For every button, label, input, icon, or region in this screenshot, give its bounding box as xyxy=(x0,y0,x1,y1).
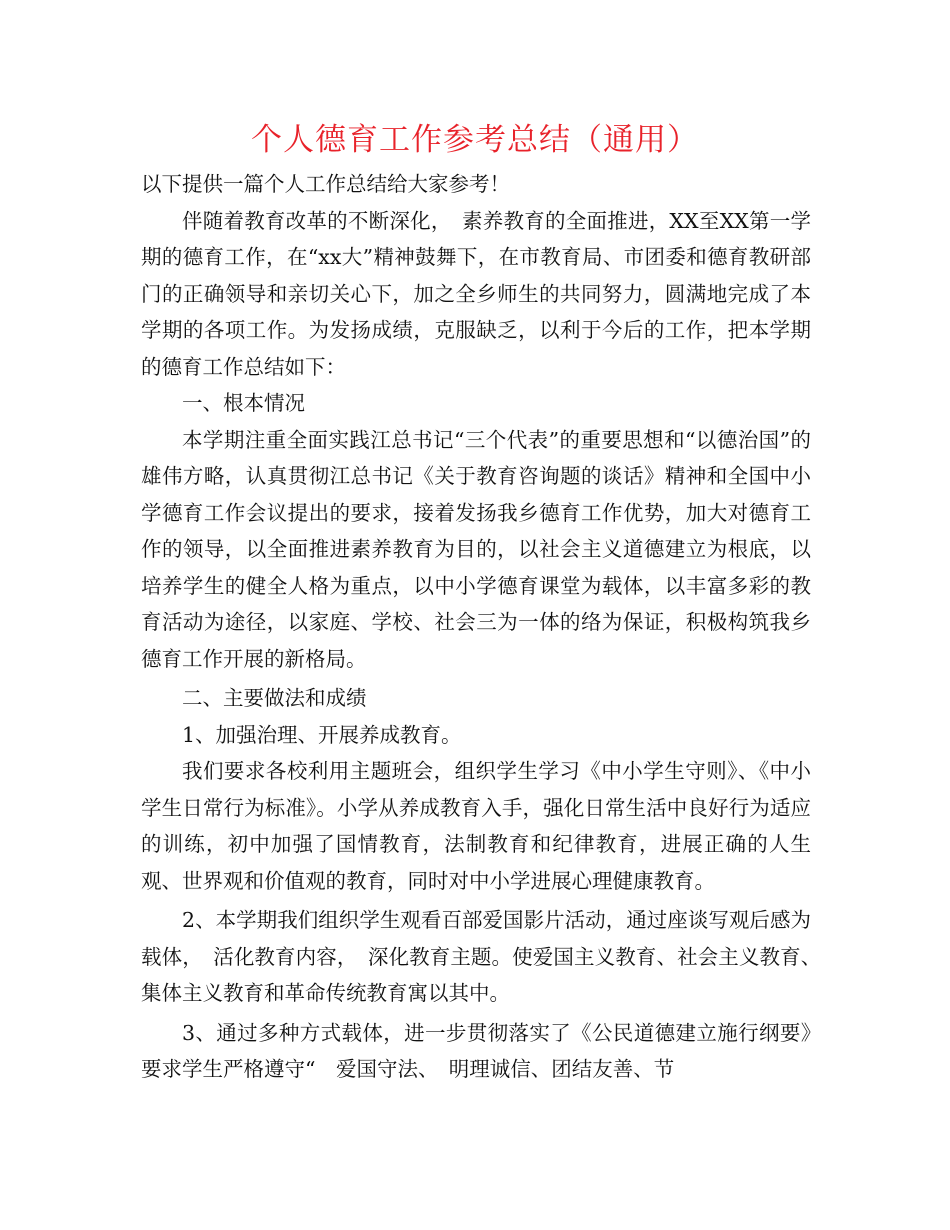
document-title: 个人德育工作参考总结（通用） xyxy=(251,122,699,158)
paragraph-item-3: 3、通过多种方式载体，进一步贯彻落实了《公民道德建立施行纲要》 要求学生严格遵守“ 爱国守法、 明理诚信、团结友善、节 xyxy=(141,1020,832,1081)
intro-paragraph: 以下提供一篇个人工作总结给大家参考！ xyxy=(141,172,510,196)
paragraph-item-1: 我们要求各校利用主题班会，组织学生学习《中小学生守则》、《中小学生日常行为标准》。小学从养成教育入手，强化日常生活中良好行为适应的训练，初中加强了国情教育，法制教育和纪律教育，进展正确的人生观、世界观和价值观的教育，同时对中小学进展心理健康教育。 xyxy=(141,759,811,893)
section-heading-basic-situation: 一、根本情况 xyxy=(182,391,305,415)
paragraph-opening: 伴随着教育改革的不断深化， 素养教育的全面推进，XX至XX第一学期的德育工作，在“xx大”精神鼓舞下，在市教育局、市团委和德育教研部门的正确领导和亲切关心下，加之全乡师生的共同努力，圆满地完成了本学期的各项工作。为发扬成绩，克服缺乏，以利于今后的工作，把本学期的德育工作总结如下： xyxy=(141,208,811,379)
paragraph-basic-situation: 本学期注重全面实践江总书记“三个代表”的重要思想和“以德治国”的雄伟方略，认真贯彻江总书记《关于教育咨询题的谈话》精神和全国中小学德育工作会议提出的要求，接着发扬我乡德育工作优势，加大对德育工作的领导，以全面推进素养教育为目的，以社会主义道德建立为根底，以培养学生的健全人格为重点，以中小学德育课堂为载体，以丰富多彩的教育活动为途径，以家庭、学校、社会三为一体的络为保证，积极构筑我乡德育工作开展的新格局。 xyxy=(141,427,811,671)
paragraph-item-2: 2、本学期我们组织学生观看百部爱国影片活动，通过座谈写观后感为载体， 活化教育内容， 深化教育主题。使爱国主义教育、社会主义教育、 集体主义教育和革命传统教育寓以其中。 xyxy=(141,908,832,1005)
section-heading-methods-results: 二、主要做法和成绩 xyxy=(182,686,367,710)
list-item-1-heading: 1、加强治理、开展养成教育。 xyxy=(182,722,462,747)
document-body xyxy=(141,166,832,1088)
